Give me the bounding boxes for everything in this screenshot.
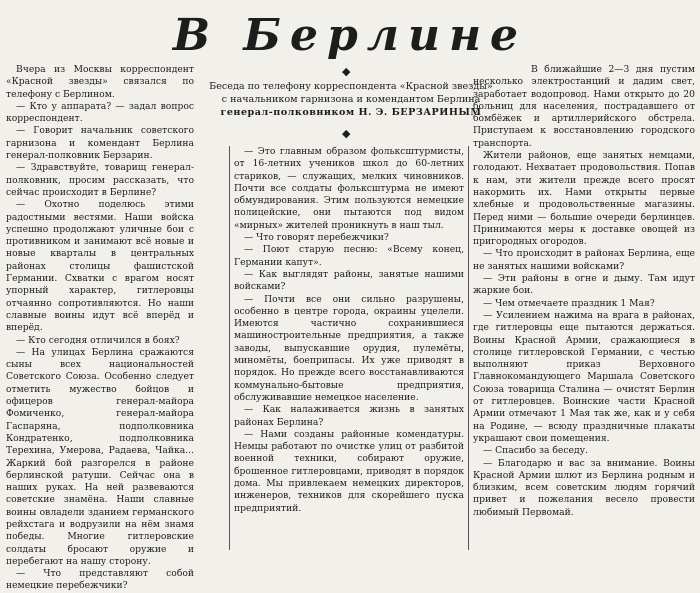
paragraph: — Кто сегодня отличился в боях? [16, 334, 180, 346]
paragraph: — Что представляют собой немецкие перебежчики? [6, 568, 194, 592]
paragraph: — Усилением нажима на врага в районах, где гитлеровцы еще пытаются держаться. Воины Красной Армии, сражающиеся в столице гитлеровской Германии, с честью выполняют приказ Верховного Главнокомандующего Маршала Советского Союза товарища Сталина — очистят Берлин от гитлеровцев. Воинские части Красной Армии отмечают 1 Мая так же, как и у себя на Родине, — всюду праздничные плакаты украшают свои помещения. [473, 309, 695, 444]
paragraph: Жители районов, еще занятых немцами, голодают. Нехватает продовольствия. Попав к нам, эти жители прежде всего просят накормить их. Нами открыты первые хлебные и продовольственные магазины. Перед ними — большие очереди берлинцев. Принимаются меры к доставке овощей из пригородных огородов. [473, 150, 695, 248]
paragraph: — Чем отмечаете праздник 1 Мая? [483, 297, 655, 309]
paragraph: — Это главным образом фольксштурмисты, от 16-летних учеников школ до 60-летних стариков, — служащих, мелких чиновников. Почти все солдаты фольксштурма не имеют обмундирования. Этим пользуются немецкие полицейские, они пытаются под видом «мирных» жителей проникнуть в наш тыл. [234, 146, 464, 231]
column-1-head [6, 64, 194, 101]
column-2 [234, 146, 464, 550]
paragraph: — Поют старую песню: «Всему конец, Германии капут». [234, 244, 464, 268]
subhead-line-1: Беседа по телефону корреспондента «Красной звезды» [209, 81, 493, 92]
paragraph: — Благодарю и вас за внимание. Воины Красной Армии шлют из Берлина родным и близким, всем советским людям горячий привет и пожелания весело провести любимый Первомай. [473, 457, 695, 518]
column-3 [473, 64, 695, 550]
paragraph: — Нами созданы районные комендатуры. Немцы работают по очистке улиц от разбитой военной техники, собирают оружие, брошенное гитлеровцами, приводят в порядок дома. Мы привлекаем немецких директоров, инженеров, техников для скорейшего пуска предприятий. [234, 428, 464, 514]
paragraph: — На улицах Берлина сражаются сыны всех национальностей Советского Союза. Особенно следует отметить мужество бойцов и офицеров генерал-майора Фомиченко, генерал-майора Гаспаряна, подполковника Кондратенко, подполковника Терехина, Умерова, Радаева, Чайка... Жаркий бой разгорелся в районе берлинской ратуши. Сейчас она в наших руках. На ней развеваются советские знамёна. Наши славные воины овладели зданием германского рейхстага и водрузили на нём знамя победы. Многие гитлеровские солдаты бросают оружие и перебегают на нашу сторону. [6, 346, 194, 567]
column-rule [229, 146, 230, 550]
paragraph: — Что происходит в районах Берлина, еще не занятых нашими войсками? [473, 248, 695, 272]
paragraph: — Почти все они сильно разрушены, особенно в центре города, окраины уцелели. Имеются частично сохранившиеся машиностроительные предприятия, а также заводы, выпускавшие орудия, пулемёты, миномёты, боеприпасы. Их уже приводят в порядок. Но прежде всего восстанавливаются коммунально-бытовые предприятия, обслуживавшие немецкое население. [234, 293, 464, 403]
paragraph: — Кто у аппарата? — задал вопрос корреспондент. [6, 100, 194, 125]
ornament-top: ◆ [342, 65, 351, 78]
paragraph: — Охотно поделюсь этими радостными вестями. Наши войска успешно продолжают уличные бои с противником и занимают всё новые и новые кварталы в центральных районах столицы фашистской Германии. Схватки с врагом носят упорный характер, гитлеровцы отчаянно сопротивляются. Но наши славные воины идут всё вперёд и вперёд. [6, 199, 194, 334]
subhead-line-3: генерал-полковником Н. Э. БЕРЗАРИНЫМ [220, 107, 482, 118]
paragraph: — Спасибо за беседу. [483, 445, 588, 457]
paragraph: — Как налаживается жизнь в занятых районах Берлина? [234, 404, 464, 428]
headline: В Берлине [172, 10, 528, 61]
paragraph: — Здравствуйте, товарищ генерал-полковник, просим рассказать, что сейчас происходит в Берлине? [6, 162, 194, 198]
paragraph: — Что говорят перебежчики? [244, 232, 389, 244]
ornament-bottom: ◆ [342, 127, 351, 140]
subhead-line-2: с начальником гарнизона и комендантом Берлина [221, 94, 481, 105]
paragraph: — Говорит начальник советского гарнизона и комендант Берлина генерал-полковник Берзарин. [6, 125, 194, 162]
paragraph: Вчера из Москвы корреспондент «Красной звезды» связался по телефону с Берлином. [6, 64, 194, 100]
subheadline [196, 80, 506, 119]
column-rule [468, 146, 469, 550]
column-1 [6, 64, 194, 592]
paragraph: В ближайшие 2—3 дня пустим несколько электростанций и дадим свет, заработает водопровод. Нами открыто до 20 больниц для населения, пострадавшего от бомбёжек и артиллерийского обстрела. Приступаем к восстановлению городского транспорта. [473, 64, 695, 149]
paragraph: — Эти районы в огне и дыму. Там идут жаркие бои. [473, 273, 695, 297]
paragraph: — Как выглядят районы, занятые нашими войсками? [234, 268, 464, 293]
